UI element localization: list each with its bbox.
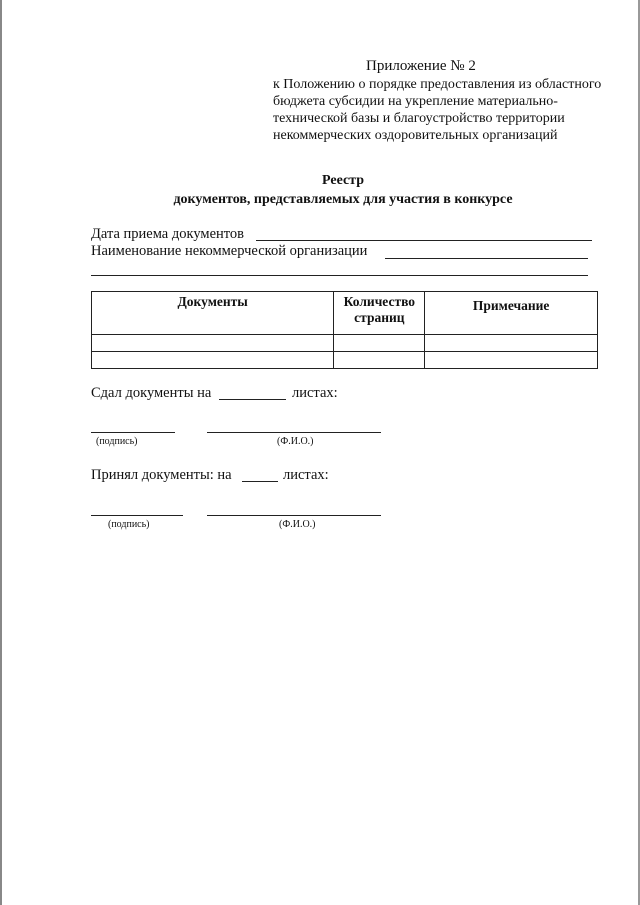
documents-table bbox=[91, 291, 598, 369]
table-cell[interactable] bbox=[334, 335, 425, 352]
org-label: Наименование некоммерческой организации bbox=[91, 243, 368, 259]
table-cell[interactable] bbox=[92, 352, 334, 369]
registry-title: Реестр bbox=[321, 173, 364, 188]
date-field-line[interactable] bbox=[256, 240, 592, 241]
table-cell[interactable] bbox=[92, 335, 334, 352]
handed-suffix: листах: bbox=[292, 385, 338, 401]
handed-name-line[interactable] bbox=[207, 432, 381, 433]
received-name-caption: (Ф.И.О.) bbox=[279, 519, 316, 530]
appendix-line: бюджета субсидии на укрепление материально- bbox=[273, 94, 558, 109]
org-field-line[interactable] bbox=[385, 258, 588, 259]
table-row bbox=[92, 335, 598, 352]
handed-name-caption: (Ф.И.О.) bbox=[277, 436, 314, 447]
received-suffix: листах: bbox=[283, 467, 329, 483]
received-signature-caption: (подпись) bbox=[108, 519, 150, 530]
appendix-title: Приложение № 2 bbox=[366, 58, 476, 74]
appendix-line: к Положению о порядке предоставления из областного bbox=[273, 77, 602, 92]
header-page-count: Количество страниц bbox=[334, 292, 425, 335]
received-signature-line[interactable] bbox=[91, 515, 183, 516]
org-field-line-2[interactable] bbox=[91, 275, 588, 276]
table-cell[interactable] bbox=[425, 335, 598, 352]
received-name-line[interactable] bbox=[207, 515, 381, 516]
table-cell[interactable] bbox=[425, 352, 598, 369]
header-note: Примечание bbox=[425, 292, 598, 335]
table-header-row bbox=[92, 292, 598, 335]
handed-sheets-line[interactable] bbox=[219, 399, 286, 400]
handed-signature-caption: (подпись) bbox=[96, 436, 138, 447]
appendix-line: технической базы и благоустройство территории bbox=[273, 111, 565, 126]
registry-subtitle: документов, представляемых для участия в конкурсе bbox=[173, 192, 513, 207]
appendix-line: некоммерческих оздоровительных организаций bbox=[273, 128, 558, 143]
appendix-reference bbox=[273, 76, 613, 144]
table-cell[interactable] bbox=[334, 352, 425, 369]
handed-signature-line[interactable] bbox=[91, 432, 175, 433]
header-documents: Документы bbox=[92, 292, 334, 335]
date-label: Дата приема документов bbox=[91, 226, 245, 242]
handed-label: Сдал документы на bbox=[91, 385, 212, 401]
received-label: Принял документы: на bbox=[91, 467, 232, 483]
received-sheets-line[interactable] bbox=[242, 481, 278, 482]
table-row bbox=[92, 352, 598, 369]
